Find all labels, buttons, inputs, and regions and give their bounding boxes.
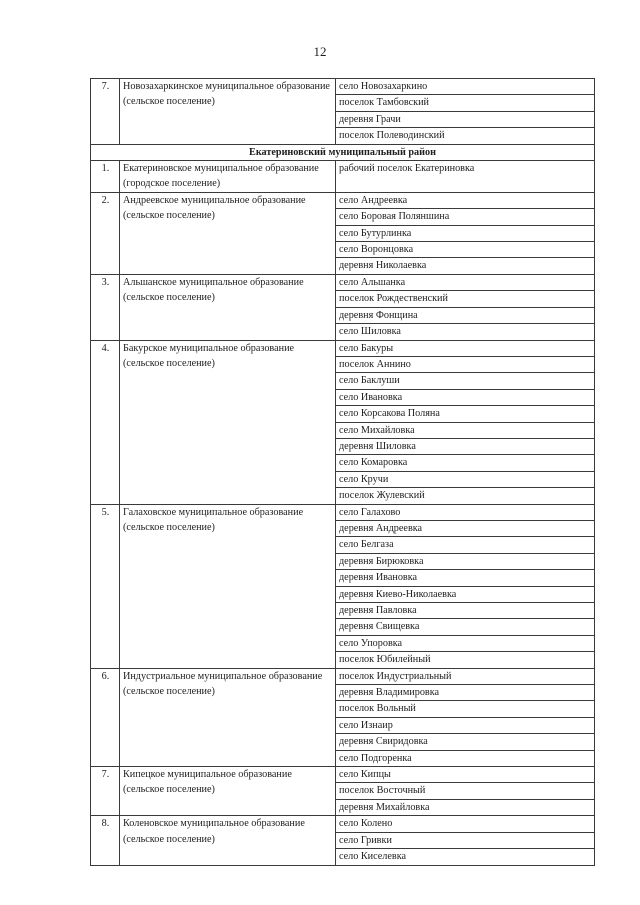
municipality-name: Коленовское муниципальное образование (сельское поселение)	[120, 816, 336, 865]
settlement-name: село Корсакова Поляна	[336, 406, 595, 422]
settlement-name: село Гривки	[336, 832, 595, 848]
table-row	[91, 668, 595, 684]
settlement-name: село Бутурлинка	[336, 225, 595, 241]
settlement-name: деревня Свищевка	[336, 619, 595, 635]
municipality-name: Индустриальное муниципальное образование (сельское поселение)	[120, 668, 336, 766]
entry-number: 2.	[91, 192, 120, 274]
settlements-table-body	[91, 79, 595, 866]
settlement-name: село Михайловка	[336, 422, 595, 438]
table-row	[91, 816, 595, 832]
settlement-name: деревня Шиловка	[336, 438, 595, 454]
settlement-name: село Бакуры	[336, 340, 595, 356]
table-row	[91, 79, 595, 95]
settlement-name: деревня Киево-Николаевка	[336, 586, 595, 602]
settlement-name: село Упоровка	[336, 635, 595, 651]
settlement-name: село Боровая Поляншина	[336, 209, 595, 225]
settlement-name: поселок Полеводинский	[336, 128, 595, 144]
settlement-name: поселок Восточный	[336, 783, 595, 799]
table-row	[91, 274, 595, 290]
district-header-row	[91, 144, 595, 160]
municipality-name: Новозахаркинское муниципальное образование (сельское поселение)	[120, 79, 336, 145]
settlement-name: село Воронцовка	[336, 242, 595, 258]
municipality-name: Альшанское муниципальное образование (сельское поселение)	[120, 274, 336, 340]
settlement-name: деревня Николаевка	[336, 258, 595, 274]
entry-number: 3.	[91, 274, 120, 340]
district-name: Екатериновский муниципальный район	[91, 144, 595, 160]
entry-number: 1.	[91, 161, 120, 193]
settlement-name: село Андреевка	[336, 192, 595, 208]
settlement-name: деревня Бирюковка	[336, 553, 595, 569]
settlement-name: село Киселевка	[336, 849, 595, 865]
settlement-name: деревня Фонщина	[336, 307, 595, 323]
settlement-name: деревня Свиридовка	[336, 734, 595, 750]
settlement-name: поселок Юбилейный	[336, 652, 595, 668]
entry-number: 8.	[91, 816, 120, 865]
entry-number: 7.	[91, 79, 120, 145]
settlements-table	[90, 78, 595, 866]
settlement-name: поселок Рождественский	[336, 291, 595, 307]
settlement-name: поселок Жулевский	[336, 488, 595, 504]
settlement-name: деревня Андреевка	[336, 520, 595, 536]
settlement-name: село Ивановка	[336, 389, 595, 405]
settlement-name: село Белгаза	[336, 537, 595, 553]
table-row	[91, 504, 595, 520]
municipality-name: Андреевское муниципальное образование (сельское поселение)	[120, 192, 336, 274]
settlement-name: село Изнаир	[336, 717, 595, 733]
page-number: 12	[313, 44, 327, 59]
entry-number: 5.	[91, 504, 120, 668]
settlement-name: поселок Тамбовский	[336, 95, 595, 111]
settlement-name: село Колено	[336, 816, 595, 832]
settlement-name: село Галахово	[336, 504, 595, 520]
entry-number: 6.	[91, 668, 120, 766]
entry-number: 4.	[91, 340, 120, 504]
settlement-name: рабочий поселок Екатериновка	[336, 161, 595, 193]
settlement-name: село Кручи	[336, 471, 595, 487]
settlement-name: поселок Аннино	[336, 356, 595, 372]
settlement-name: село Новозахаркино	[336, 79, 595, 95]
settlement-name: село Комаровка	[336, 455, 595, 471]
settlement-name: деревня Ивановка	[336, 570, 595, 586]
table-row	[91, 161, 595, 193]
settlement-name: деревня Михайловка	[336, 799, 595, 815]
settlement-name: село Кипцы	[336, 767, 595, 783]
settlement-name: деревня Грачи	[336, 111, 595, 127]
table-row	[91, 767, 595, 783]
entry-number: 7.	[91, 767, 120, 816]
settlement-name: поселок Индустриальный	[336, 668, 595, 684]
settlement-name: деревня Павловка	[336, 603, 595, 619]
settlement-name: село Баклуши	[336, 373, 595, 389]
table-row	[91, 340, 595, 356]
municipality-name: Кипецкое муниципальное образование (сельское поселение)	[120, 767, 336, 816]
settlement-name: село Подгоренка	[336, 750, 595, 766]
settlement-name: село Шиловка	[336, 324, 595, 340]
settlement-name: деревня Владимировка	[336, 685, 595, 701]
settlement-name: поселок Вольный	[336, 701, 595, 717]
settlement-name: село Альшанка	[336, 274, 595, 290]
table-row	[91, 192, 595, 208]
municipality-name: Галаховское муниципальное образование (сельское поселение)	[120, 504, 336, 668]
municipality-name: Екатериновское муниципальное образование (городское поселение)	[120, 161, 336, 193]
municipality-name: Бакурское муниципальное образование (сельское поселение)	[120, 340, 336, 504]
